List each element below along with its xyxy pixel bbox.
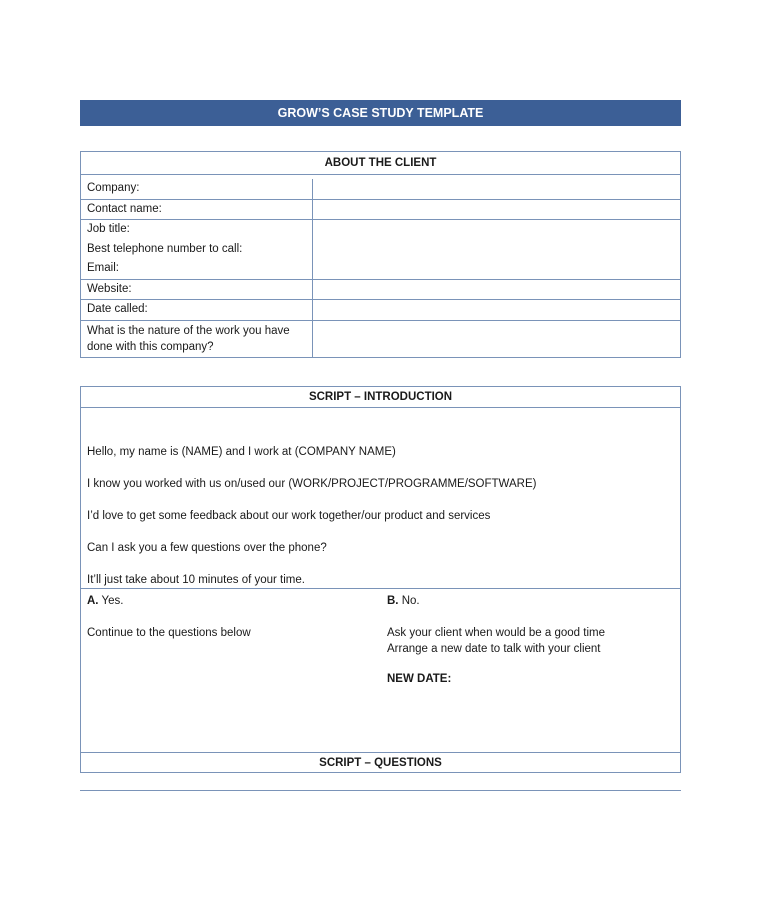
about-client-header-row bbox=[81, 152, 681, 175]
email-label: Email: bbox=[87, 262, 119, 274]
script-questions-heading: SCRIPT – QUESTIONS bbox=[319, 757, 442, 769]
option-a-instruction: Continue to the questions below bbox=[87, 627, 251, 639]
script-introduction-text bbox=[81, 408, 680, 589]
option-b-letter: B. bbox=[387, 595, 399, 607]
date-called-label: Date called: bbox=[81, 300, 313, 321]
job-title-label: Job title: bbox=[87, 223, 130, 235]
contact-name-label: Contact name: bbox=[81, 199, 313, 220]
option-b-answer: No. bbox=[401, 595, 420, 607]
intro-line-duration: It’ll just take about 10 minutes of your time. bbox=[87, 574, 305, 586]
work-nature-field[interactable] bbox=[313, 320, 681, 357]
company-field[interactable] bbox=[313, 179, 681, 199]
client-row-company bbox=[81, 179, 681, 199]
client-row-job-phone-email bbox=[81, 220, 681, 280]
bottom-divider bbox=[80, 790, 681, 791]
script-introduction-box bbox=[80, 386, 681, 773]
option-a-letter: A. bbox=[87, 595, 99, 607]
document-title: GROW’S CASE STUDY TEMPLATE bbox=[80, 100, 681, 126]
work-nature-label: What is the nature of the work you have done with this company? bbox=[81, 320, 313, 357]
about-client-table bbox=[80, 151, 681, 358]
new-date-label: NEW DATE: bbox=[387, 673, 452, 685]
about-client-heading: ABOUT THE CLIENT bbox=[81, 152, 681, 175]
website-label: Website: bbox=[81, 279, 313, 300]
company-label: Company: bbox=[81, 179, 313, 199]
date-called-field[interactable] bbox=[313, 300, 681, 321]
telephone-label: Best telephone number to call: bbox=[87, 242, 243, 255]
option-a bbox=[87, 595, 123, 607]
website-field[interactable] bbox=[313, 279, 681, 300]
client-row-contact bbox=[81, 199, 681, 220]
intro-line-feedback: I’d love to get some feedback about our work together/our product and services bbox=[87, 510, 491, 522]
client-row-website bbox=[81, 279, 681, 300]
option-b bbox=[387, 595, 420, 607]
job-phone-email-field[interactable] bbox=[313, 220, 681, 280]
contact-name-field[interactable] bbox=[313, 199, 681, 220]
job-phone-email-labels bbox=[81, 220, 313, 280]
option-a-answer: Yes. bbox=[101, 595, 124, 607]
script-introduction-heading: SCRIPT – INTRODUCTION bbox=[81, 387, 680, 408]
intro-line-ask: Can I ask you a few questions over the phone? bbox=[87, 542, 327, 554]
client-row-nature bbox=[81, 320, 681, 357]
intro-line-greeting: Hello, my name is (NAME) and I work at (COMPANY NAME) bbox=[87, 446, 396, 458]
response-options bbox=[81, 589, 680, 753]
client-row-date-called bbox=[81, 300, 681, 321]
option-b-instruction-1: Ask your client when would be a good time bbox=[387, 627, 605, 639]
intro-line-worked-with: I know you worked with us on/used our (WORK/PROJECT/PROGRAMME/SOFTWARE) bbox=[87, 478, 537, 490]
option-b-instruction-2: Arrange a new date to talk with your client bbox=[387, 643, 601, 655]
